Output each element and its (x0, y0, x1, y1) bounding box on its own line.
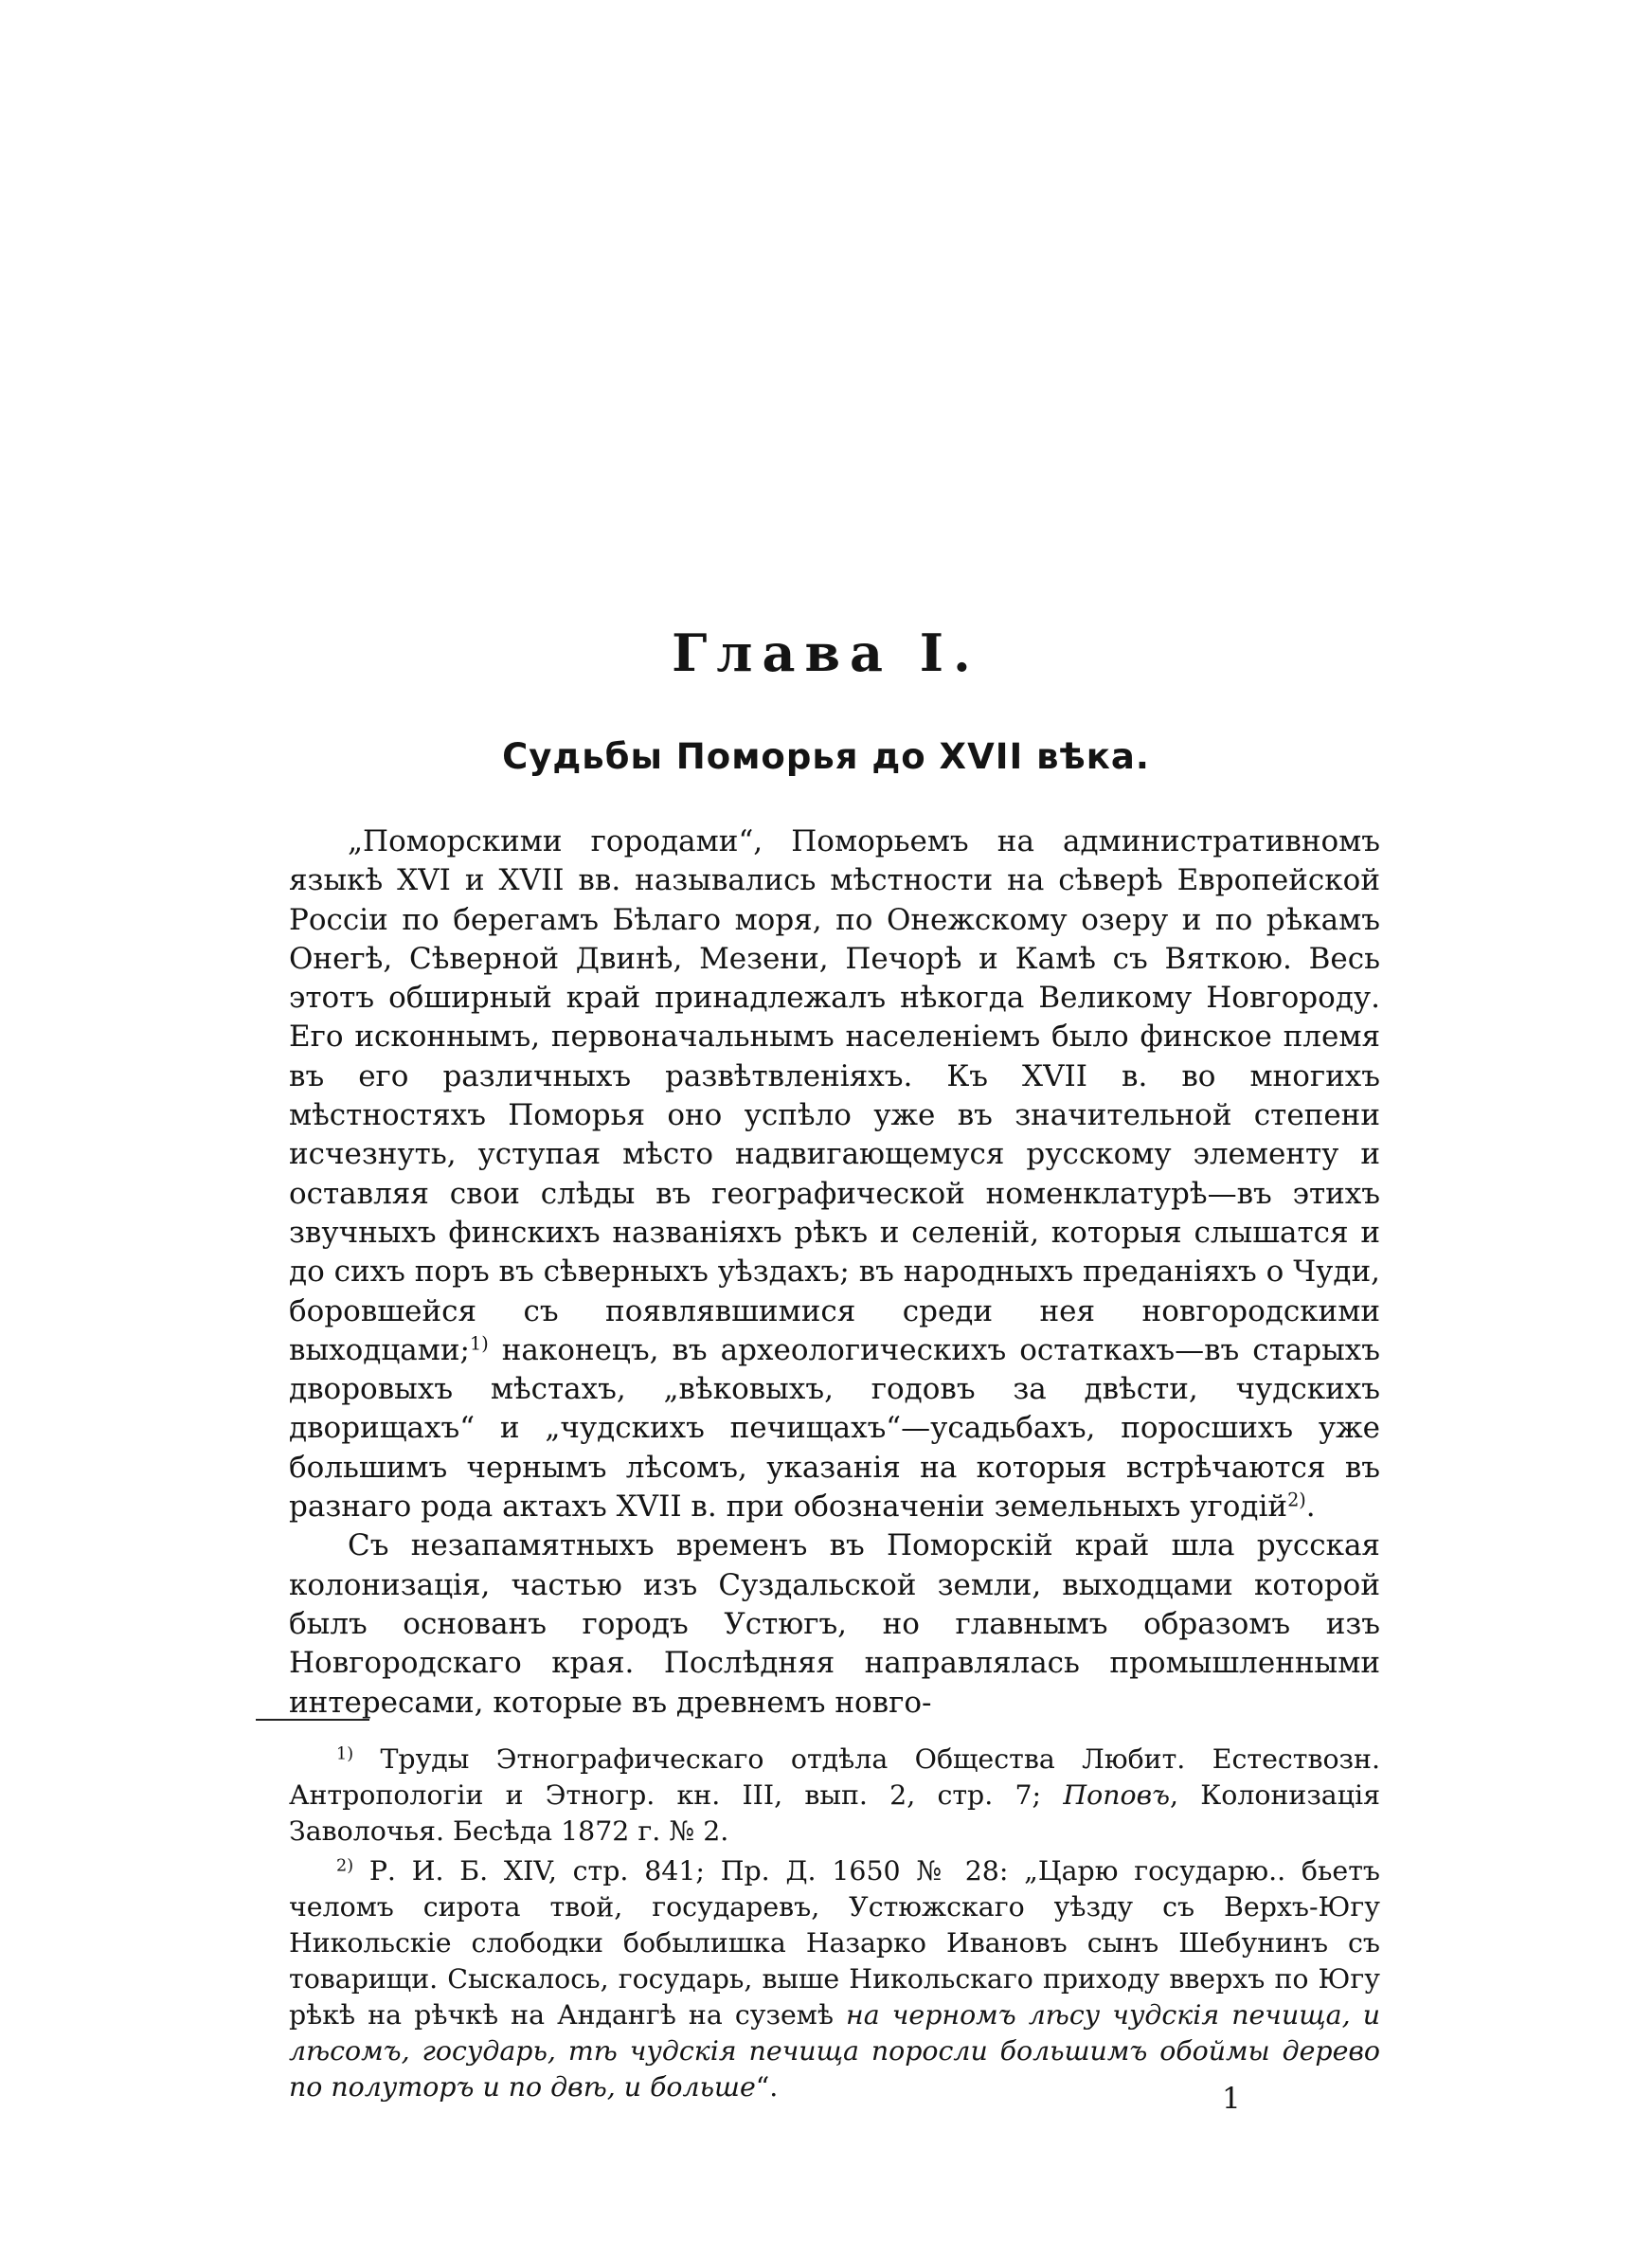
text-segment: Съ незапамятныхъ временъ въ Поморскій край шла русская колонизація, частью изъ Суздальской земли, выходцами которой былъ основанъ городъ Устюгъ, но главнымъ образомъ изъ Новгородскаго края. Послѣдняя направлялась промышленными интересами, которые въ древнемъ новго- (289, 1528, 1380, 1720)
author-name: Поповъ (1063, 1779, 1171, 1811)
footnotes (289, 1742, 1380, 2109)
footnote-1 (289, 1742, 1380, 1850)
paragraph-2 (289, 1526, 1380, 1722)
text-segment: , Колонизація Заволочья. Бесѣда 1872 г. № 2. (289, 1779, 1380, 1847)
text-segment: наконецъ, въ археологическихъ остаткахъ—въ старыхъ дворовыхъ мѣстахъ, „вѣковыхъ, годовъ за двѣсти, чудскихъ дворищахъ“ и „чудскихъ печищахъ“—усадьбахъ, поросшихъ уже большимъ чернымъ лѣсомъ, указанія на которыя встрѣчаются въ разнаго рода актахъ XVII в. при обозначеніи земельныхъ угодій (289, 1332, 1380, 1525)
footnote-ref-1: 1) (470, 1332, 489, 1355)
footnote-marker-2: 2) (336, 1856, 354, 1876)
chapter-title: Глава I. (672, 623, 980, 683)
text-segment: Р. И. Б. XIV, стр. 841; Пр. Д. 1650 № 28: „Царю государю.. бьетъ челомъ сирота твой, государевъ, Устюжскаго уѣзду съ Верхъ-Югу Никольскіе слободки бобылишка Назарко Ивановъ сынъ Шебунинъ съ товарищи. Сыскалось, государь, выше Никольскаго приходу вверхъ по Югу рѣкѣ на рѣчкѣ на Андангѣ на суземѣ (289, 1855, 1380, 2031)
footnote-marker-1: 1) (336, 1744, 354, 1764)
footnote-2 (289, 1853, 1380, 2105)
footnote-ref-2: 2) (1287, 1489, 1306, 1511)
paragraph-1 (289, 822, 1380, 1526)
footnote-separator (256, 1719, 369, 1721)
text-segment: “. (755, 2071, 779, 2103)
text-segment: Труды Этнографическаго отдѣла Общества Любит. Естествозн. Антропологіи и Этногр. кн. III, вып. 2, стр. 7; (289, 1743, 1380, 1811)
chapter-subtitle: Судьбы Поморья до XVII вѣка. (502, 736, 1150, 777)
page-number: 1 (1222, 2082, 1241, 2116)
text-segment: „Поморскими городами“, Поморьемъ на административномъ языкѣ XVI и XVII вв. назывались мѣстности на сѣверѣ Европейской Россіи по берегамъ Бѣлаго моря, по Онежскому озеру и по рѣкамъ Онегѣ, Сѣверной Двинѣ, Мезени, Печорѣ и Камѣ съ Вяткою. Весь этотъ обширный край принадлежалъ нѣкогда Великому Новгороду. Его исконнымъ, первоначальнымъ населеніемъ было финское племя въ его различныхъ развѣтвленіяхъ. Къ XVII в. во многихъ мѣстностяхъ Поморья оно успѣло уже въ значительной степени исчезнуть, уступая мѣсто надвигающемуся русскому элементу и оставляя свои слѣды въ географической номенклатурѣ—въ этихъ звучныхъ финскихъ названіяхъ рѣкъ и селеній, которыя слышатся и до сихъ поръ въ сѣверныхъ уѣздахъ; въ народныхъ преданіяхъ о Чуди, боровшейся съ появлявшимися среди нея новгородскими выходцами; (289, 824, 1380, 1367)
text-segment: . (1305, 1490, 1316, 1525)
quoted-italic: на черномъ лѣсу чудскія печища, и лѣсомъ, государь, тѣ чудскія печища поросли большимъ обоймы дерево по полуторъ и по двѣ, и больше (289, 1999, 1380, 2103)
body-text (289, 822, 1380, 1723)
